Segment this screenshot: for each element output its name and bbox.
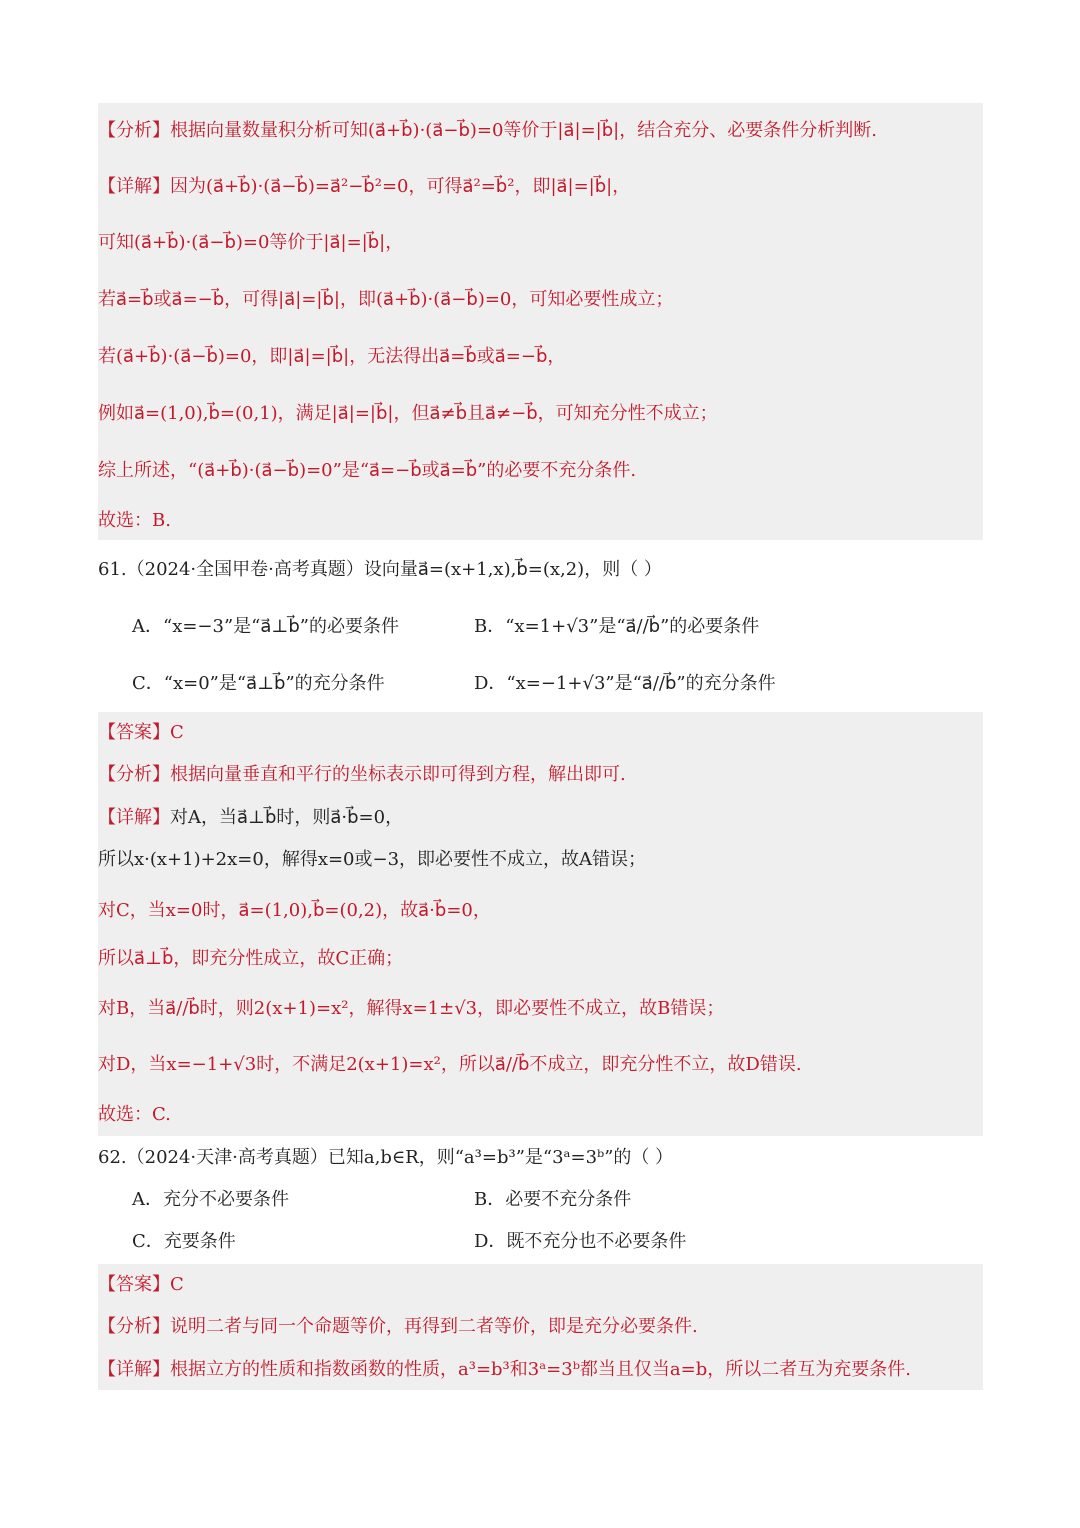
- analysis-text: 【分析】根据向量数量积分析可知(a⃗+b⃗)·(a⃗−b⃗)=0等价于|a⃗|=|b⃗|，结合充分、必要条件分析判断.: [98, 120, 877, 141]
- option-d: D．既不充分也不必要条件: [474, 1231, 687, 1252]
- option-b: B．必要不充分条件: [474, 1189, 632, 1210]
- analysis-text: 【分析】说明二者与同一个命题等价，再得到二者等价，即是充分必要条件.: [98, 1316, 698, 1337]
- detail-text: 【详解】因为(a⃗+b⃗)·(a⃗−b⃗)=a⃗²−b⃗²=0，可得a⃗²=b⃗²，即|a⃗|=|b⃗|，: [98, 176, 631, 197]
- detail-text: 【详解】根据立方的性质和指数函数的性质，a³=b³和3ᵃ=3ᵇ都当且仅当a=b，所以二者互为充要条件.: [98, 1359, 911, 1380]
- answer-choice: 故选：C.: [98, 1104, 171, 1125]
- answer-text: 【答案】C: [98, 722, 184, 743]
- question-61-stem: 61.（2024·全国甲卷·高考真题）设向量a⃗=(x+1,x),b⃗=(x,2)，则（ ）: [98, 559, 662, 580]
- analysis-text: 【分析】根据向量垂直和平行的坐标表示即可得到方程，解出即可.: [98, 764, 626, 785]
- detail-a: 对A，当a⃗⊥b⃗时，则a⃗·b⃗=0，: [170, 807, 404, 828]
- detail-text: [98, 805, 403, 831]
- option-c: C．“x=0”是“a⃗⊥b⃗”的充分条件: [132, 673, 385, 694]
- option-a: A．“x=−3”是“a⃗⊥b⃗”的必要条件: [132, 616, 399, 637]
- solution-line: 所以a⃗⊥b⃗，即充分性成立，故C正确；: [98, 948, 404, 969]
- option-a: A．充分不必要条件: [132, 1189, 289, 1210]
- solution-line: 综上所述，“(a⃗+b⃗)·(a⃗−b⃗)=0”是“a⃗=−b⃗或a⃗=b⃗”的必要不充分条件.: [98, 460, 637, 481]
- solution-line: 对B，当a⃗//b⃗时，则2(x+1)=x²，解得x=1±√3，即必要性不成立，故B错误；: [98, 998, 725, 1019]
- solution-line: 可知(a⃗+b⃗)·(a⃗−b⃗)=0等价于|a⃗|=|b⃗|，: [98, 232, 404, 253]
- option-b: B．“x=1+√3”是“a⃗//b⃗”的必要条件: [474, 616, 760, 637]
- solution-line: 若a⃗=b⃗或a⃗=−b⃗，可得|a⃗|=|b⃗|，即(a⃗+b⃗)·(a⃗−b⃗)=0，可知必要性成立；: [98, 289, 674, 310]
- solution-line: 对D，当x=−1+√3时，不满足2(x+1)=x²，所以a⃗//b⃗不成立，即充分性不立，故D错误.: [98, 1054, 802, 1075]
- answer-text: 【答案】C: [98, 1274, 184, 1295]
- solution-line: 例如a⃗=(1,0),b⃗=(0,1)，满足|a⃗|=|b⃗|，但a⃗≠b⃗且a⃗≠−b⃗，可知充分性不成立；: [98, 403, 718, 424]
- detail-label: 【详解】: [98, 807, 170, 828]
- option-c: C．充要条件: [132, 1231, 236, 1252]
- solution-line: 若(a⃗+b⃗)·(a⃗−b⃗)=0，即|a⃗|=|b⃗|，无法得出a⃗=b⃗或a⃗=−b⃗，: [98, 346, 566, 367]
- solution-line: 所以x·(x+1)+2x=0，解得x=0或−3，即必要性不成立，故A错误；: [98, 849, 647, 870]
- answer-choice: 故选：B.: [98, 510, 171, 531]
- option-d: D．“x=−1+√3”是“a⃗//b⃗”的充分条件: [474, 673, 776, 694]
- question-62-stem: 62.（2024·天津·高考真题）已知a,b∈R，则“a³=b³”是“3ᵃ=3ᵇ”的（ ）: [98, 1147, 674, 1168]
- solution-line: 对C，当x=0时，a⃗=(1,0),b⃗=(0,2)，故a⃗·b⃗=0，: [98, 900, 491, 921]
